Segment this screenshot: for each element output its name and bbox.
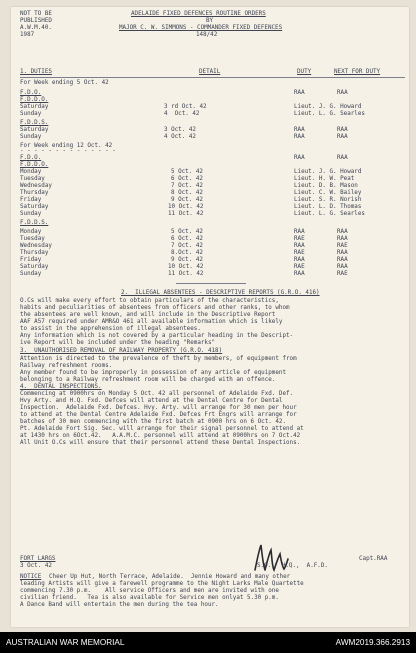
- duty-day: Tuesday: [20, 176, 45, 182]
- order-number: 148/42: [196, 32, 218, 38]
- paragraph-line: at 1430 hrs on 6Oct.42. A.A.M.C. personnel will attend at 0900hrs on 7 Oct.42: [20, 433, 301, 439]
- duty-duty: Lieut. L. G. Searles: [294, 111, 365, 117]
- duty-next: RAA: [337, 236, 348, 242]
- duty-duty: Lieut. L. G. Searles: [294, 211, 365, 217]
- duty-duty: Lieut. J. G. Howard: [294, 169, 362, 175]
- duty-row: [11, 229, 409, 236]
- title-by: BY: [206, 18, 214, 24]
- duty-row: [11, 127, 409, 134]
- duty-duty: RAA: [294, 229, 305, 235]
- week-underline: - - - - - - - - - - - - - -: [20, 148, 116, 154]
- paragraph-line: Pt. Adelaide Fort Sig. Sec. will arrange for their signal personnel to attend at: [20, 426, 304, 432]
- duty-date: 11 Oct. 42: [168, 271, 204, 277]
- section-heading-dental-inspections: 4. DENTAL INSPECTIONS.: [20, 384, 102, 390]
- duty-day: Saturday: [20, 264, 49, 270]
- duty-duty: RAA: [294, 127, 305, 133]
- duty-next: RAE: [337, 271, 348, 277]
- duty-duty: RAA: [294, 155, 305, 161]
- duty-date: 9 Oct. 42: [171, 197, 203, 203]
- ref-line: A.W.M.40.: [20, 25, 52, 31]
- duty-row: [11, 111, 409, 118]
- duty-date: 5 Oct. 42: [171, 229, 203, 235]
- paragraph-line: belonging to a Railway refreshment room will be charged with an offence.: [20, 377, 276, 383]
- duty-duty: Lieut. S. R. Norish: [294, 197, 362, 203]
- document-author: MAJOR C. W. SIMMONS - COMMANDER FIXED DEFENCES: [119, 25, 283, 31]
- paragraph-line: ive Report will be included under the heading "Remarks": [20, 340, 216, 346]
- paragraph-line: All Unit O.Cs will ensure that their personnel attend these Dental Inspections.: [20, 440, 301, 446]
- duty-next: RAA: [337, 229, 348, 235]
- notice-line: leading Artists will give a farewell programme to the Night Larks Male Quartette: [20, 581, 304, 587]
- duty-day: Friday: [20, 197, 42, 203]
- column-header-duty: DUTY: [297, 69, 312, 75]
- footer-accession-number: AWM2019.366.2913: [335, 638, 410, 647]
- duty-day: Sunday: [20, 111, 42, 117]
- duty-day: Thursday: [20, 250, 49, 256]
- duty-date: 6 Oct. 42: [171, 176, 203, 182]
- document-title: ADELAIDE FIXED DEFENCES ROUTINE ORDERS: [131, 11, 266, 17]
- duty-duty: RAA: [294, 257, 305, 263]
- duty-next: RAA: [337, 127, 348, 133]
- duty-day: Saturday: [20, 127, 49, 133]
- duty-date: 8 Oct. 42: [171, 190, 203, 196]
- duty-day: F.D.O.: [20, 90, 42, 96]
- duty-duty: RAE: [294, 250, 305, 256]
- duty-row: [11, 104, 409, 111]
- duty-day: F.D.O.: [20, 155, 42, 161]
- duty-duty: Lieut. D. B. Mason: [294, 183, 358, 189]
- duty-day: Monday: [20, 169, 42, 175]
- duty-day: Friday: [20, 257, 42, 263]
- paragraph-line: Commencing at 0900hrs on Monday 5 Oct. 42 all personnel of Adelaide Fxd. Def.: [20, 391, 294, 397]
- duty-day: Saturday: [20, 104, 49, 110]
- duty-day: F.D.D.S.: [20, 120, 49, 126]
- duty-day: Wednesday: [20, 183, 52, 189]
- duty-row: [11, 134, 409, 141]
- archive-footer: [0, 632, 416, 653]
- duty-row: [11, 97, 409, 104]
- paragraph-line: Inspection. Adelaide Fxd. Defces. Hvy. Arty. will arrange for 30 men per hour: [20, 405, 297, 411]
- duty-row: [11, 236, 409, 243]
- section-heading-duties: 1. DUTIES: [20, 69, 52, 75]
- week-label: For Week ending 12 Oct. 42: [20, 143, 113, 149]
- duty-date: 4 Oct. 42: [164, 111, 200, 117]
- duty-next: RAA: [337, 257, 348, 263]
- notice-line: A Dance Band will entertain the men during the tea hour.: [20, 602, 219, 608]
- ref-line: PUBLISHED: [20, 18, 52, 24]
- duty-day: Sunday: [20, 271, 42, 277]
- duty-next: RAE: [337, 243, 348, 249]
- week-label: For Week ending 5 Oct. 42: [20, 80, 109, 86]
- duty-row: [11, 243, 409, 250]
- paragraph-line: Attention is directed to the prevalence of theft by members, of equipment from: [20, 356, 297, 362]
- duty-duty: Lieut. C. W. Bailey: [294, 190, 362, 196]
- duty-row: [11, 257, 409, 264]
- paragraph-line: to attend at the Dental Centre Adelaide Fxd. Defces Frt Engrs will arrange for: [20, 412, 297, 418]
- duty-day: Thursday: [20, 190, 49, 196]
- duty-row: [11, 271, 409, 278]
- notice-line: Cheer Up Hut, North Terrace, Adelaide. Jennie Howard and many other: [49, 574, 291, 580]
- duty-duty: RAA: [294, 90, 305, 96]
- duty-next: RAA: [337, 155, 348, 161]
- notice-line: commencing 7.30 p.m. All service Officers and men are invited with one: [20, 588, 279, 594]
- duty-duty: Lieut. J. G. Howard: [294, 104, 362, 110]
- duty-date: 3 Oct. 42: [164, 127, 196, 133]
- paragraph-line: Hvy Arty. and H.Q. Fxd. Defces will attend at the Dental Centre for Dental: [20, 398, 283, 404]
- duty-duty: RAA: [294, 271, 305, 277]
- duty-day: F.D.D.S.: [20, 220, 49, 226]
- signoff-place: FORT LARGS: [20, 556, 56, 562]
- duty-duty: RAE: [294, 236, 305, 242]
- paragraph-line: to assist in the apprehension of illegal absentees.: [20, 326, 201, 332]
- duty-date: 10 Oct. 42: [168, 204, 204, 210]
- duty-next: RAA: [337, 250, 348, 256]
- paragraph-line: Railway refreshment rooms.: [20, 363, 113, 369]
- duty-day: Sunday: [20, 134, 42, 140]
- duty-row: [11, 250, 409, 257]
- duty-date: 4 Oct. 42: [164, 134, 196, 140]
- paragraph-line: the absentees are well known, and will include in the Descriptive Report: [20, 312, 276, 318]
- duty-date: 6 Oct. 42: [171, 236, 203, 242]
- duty-row: [11, 155, 409, 162]
- duty-date: 3 rd Oct. 42: [164, 104, 207, 110]
- paragraph-line: batches of 30 men commencing with the first batch at 0900 hrs on 6 Oct. 42.: [20, 419, 286, 425]
- duty-date: 9 Oct. 42: [171, 257, 203, 263]
- duty-row: [11, 162, 409, 169]
- duty-row: [11, 190, 409, 197]
- duty-duty: RAE: [294, 264, 305, 270]
- duty-row: [11, 120, 409, 127]
- footer-institution: AUSTRALIAN WAR MEMORIAL: [6, 638, 125, 647]
- duty-next: RAA: [337, 264, 348, 270]
- duty-day: Wednesday: [20, 243, 52, 249]
- duty-next: RAA: [337, 90, 348, 96]
- paragraph-line: O.Cs will make every effort to obtain particulars of the characteristics,: [20, 298, 279, 304]
- paragraph-line: habits and peculiarities of absentees from officers and other ranks, to whom: [20, 305, 290, 311]
- duty-row: [11, 183, 409, 190]
- duty-row: [11, 204, 409, 211]
- duty-next: RAA: [337, 134, 348, 140]
- ref-line: 1987: [20, 32, 35, 38]
- duty-date: 10 Oct. 42: [168, 264, 204, 270]
- duty-day: Saturday: [20, 204, 49, 210]
- document-page: [11, 7, 409, 627]
- signoff-initials: S.O., H.Q., A.F.D.: [257, 563, 328, 569]
- notice-line: civilian friend. Tea is also available for Service men onlyat 5.30 p.m.: [20, 595, 279, 601]
- duty-day: F.D.D.O.: [20, 162, 49, 168]
- duty-duty: RAA: [294, 134, 305, 140]
- rule: [20, 77, 405, 78]
- signoff-date: 3 Oct. 42: [20, 563, 52, 569]
- duty-duty: Lieut. L. D. Thomas: [294, 204, 362, 210]
- duty-date: 11 Oct. 42: [168, 211, 204, 217]
- duty-day: Tuesday: [20, 236, 45, 242]
- duty-row: [11, 176, 409, 183]
- duty-row: [11, 220, 409, 227]
- ref-line: NOT TO BE: [20, 11, 52, 17]
- duty-row: [11, 197, 409, 204]
- duty-day: F.D.D.O.: [20, 97, 49, 103]
- notice-heading: NOTICE: [20, 574, 42, 580]
- duty-row: [11, 90, 409, 97]
- duty-day: Sunday: [20, 211, 42, 217]
- duty-row: [11, 211, 409, 218]
- column-header-next: NEXT FOR DUTY: [334, 69, 381, 75]
- paragraph-line: AAF A57 required under AMR&O 461 all available information which is likely: [20, 319, 283, 325]
- duty-day: Monday: [20, 229, 42, 235]
- signature: [251, 540, 291, 576]
- paragraph-line: Any information which is not covered by a particular heading in the Descript-: [20, 333, 294, 339]
- column-header-detail: DETAIL: [199, 69, 221, 75]
- duty-date: 7 Oct. 42: [171, 183, 203, 189]
- duty-row: [11, 169, 409, 176]
- duty-duty: Lieut. H. W. Peat: [294, 176, 355, 182]
- duty-date: 7 Oct. 42: [171, 243, 203, 249]
- duty-row: [11, 264, 409, 271]
- rule: [176, 283, 246, 284]
- section-heading-railway-property: 3. UNAUTHORISED REMOVAL OF RAILWAY PROPERTY (G.R.O. 418): [20, 348, 223, 354]
- duty-date: 5 Oct. 42: [171, 169, 203, 175]
- duty-duty: RAA: [294, 243, 305, 249]
- section-heading-illegal-absentees: 2. ILLEGAL ABSENTEES - DESCRIPTIVE REPORTS (G.R.O. 416): [121, 290, 320, 296]
- duty-date: 8.Oct. 42: [171, 250, 203, 256]
- signoff-rank: Capt.RAA: [359, 556, 388, 562]
- paragraph-line: Any member found to be improperly in possession of any article of equipment: [20, 370, 286, 376]
